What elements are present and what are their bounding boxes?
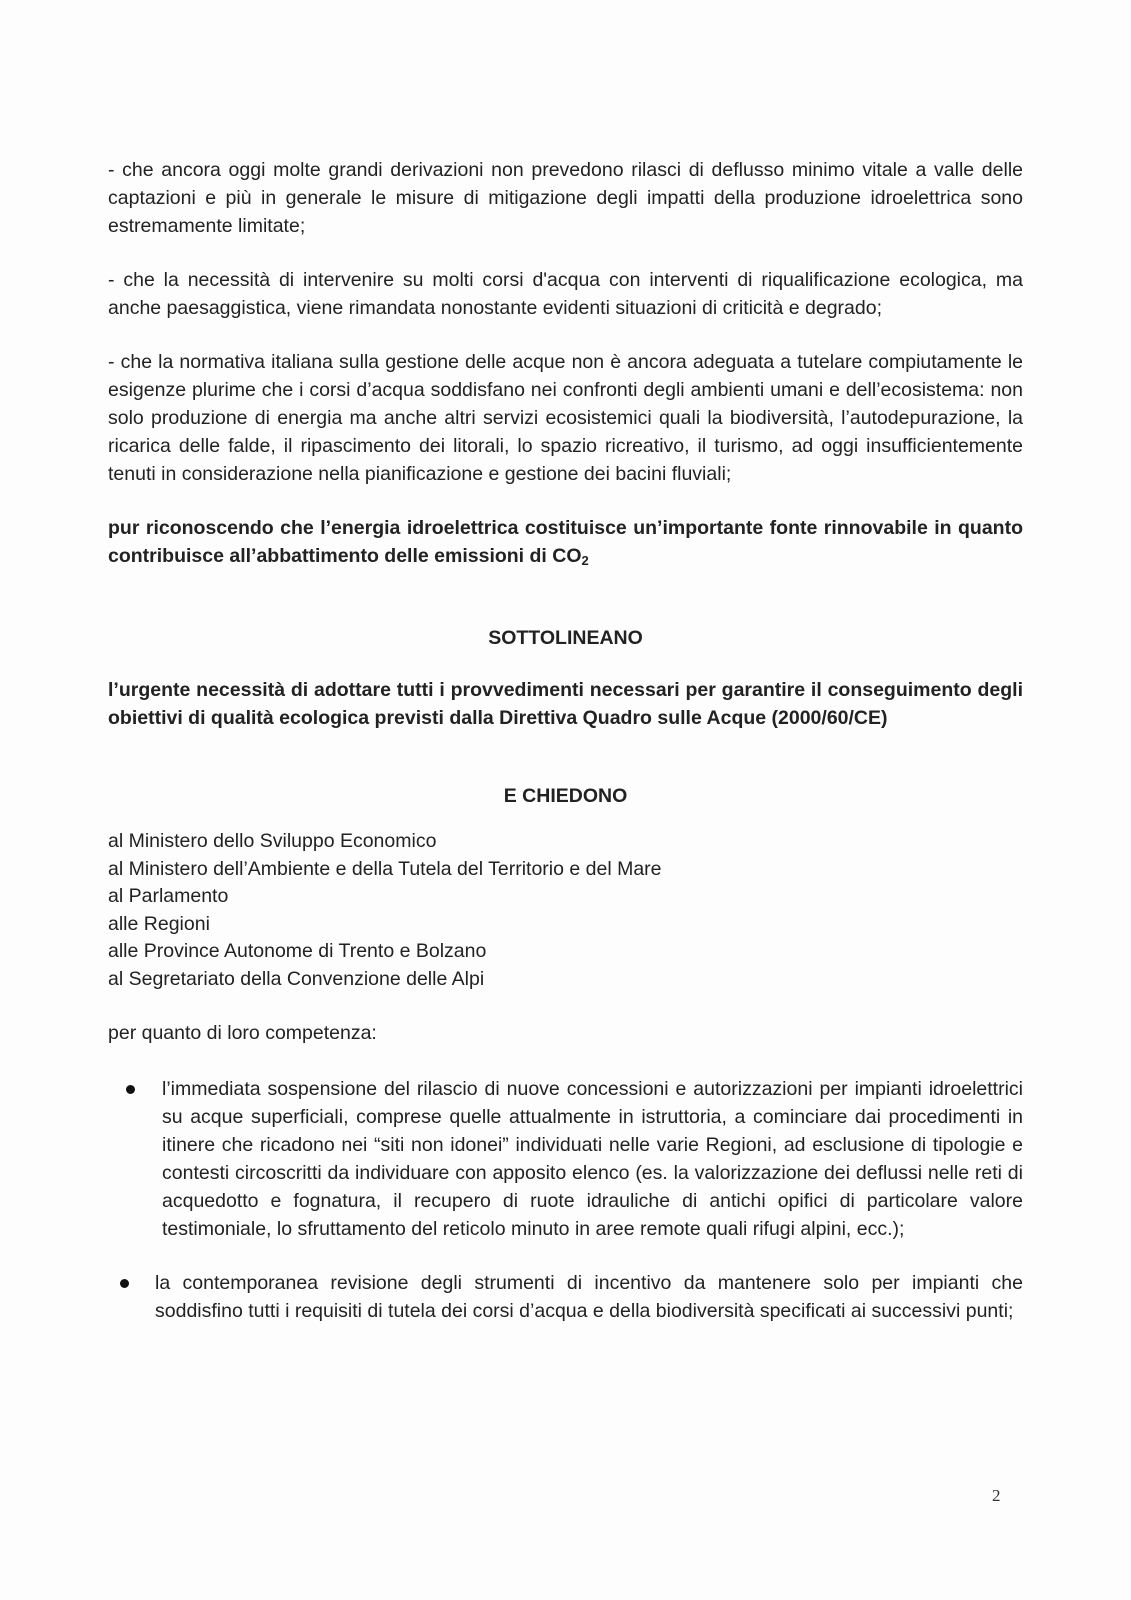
addressee-item: al Ministero dell’Ambiente e della Tutela del Territorio e del Mare (108, 857, 662, 880)
bullet-dot-icon (126, 1085, 135, 1094)
bullet-dot-icon (120, 1279, 129, 1288)
co2-subscript: 2 (581, 553, 589, 568)
paragraph-urgente-necessita: l’urgente necessità di adottare tutti i provvedimenti necessari per garantire il conseguimento degli obiettivi di qualità ecologica previsti dalla Direttiva Quadro sulle Acque (2000/60/CE) (108, 679, 1023, 729)
paragraph-competenza: per quanto di loro competenza: (108, 1022, 377, 1044)
paragraph-energia-rinnovabile (108, 514, 1023, 570)
addressee-item: al Segretariato della Convenzione delle Alpi (108, 967, 485, 990)
bullet-text: la contemporanea revisione degli strumenti di incentivo da mantenere solo per impianti che soddisfino tutti i requisiti di tutela dei corsi d’acqua e della biodiversità specificati ai successivi punti; (155, 1272, 1023, 1322)
addressee-item: al Parlamento (108, 885, 229, 907)
heading-sottolineano: SOTTOLINEANO (488, 627, 643, 649)
paragraph-energia-text: pur riconoscendo che l’energia idroelettrica costituisce un’importante fonte rinnovabile in quanto contribuisce all’abbattimento delle emissioni di CO (108, 517, 1023, 567)
paragraph-normativa: - che la normativa italiana sulla gestione delle acque non è ancora adeguata a tutelare compiutamente le esigenze plurime che i corsi d’acqua soddisfano nei confronti degli ambienti umani e dell’ecosistema: non solo produzione di energia ma anche altri servizi ecosistemici quali la biodiversità, l’autodepurazione, la ricarica delle falde, il ripascimento dei litorali, lo spazio ricreativo, il turismo, ad oggi insufficientemente tenuti in considerazione nella pianificazione e gestione dei bacini fluviali; (108, 351, 1023, 485)
addressee-list (108, 828, 1023, 993)
paragraph-riqualificazione: - che la necessità di intervenire su molti corsi d'acqua con interventi di riqualificazione ecologica, ma anche paesaggistica, viene rimandata nonostante evidenti situazioni di criticità e degrado; (108, 269, 1023, 319)
paragraph-deflusso: - che ancora oggi molte grandi derivazioni non prevedono rilasci di deflusso minimo vitale a valle delle captazioni e più in generale le misure di mitigazione degli impatti della produzione idroelettrica sono estremamente limitate; (108, 159, 1023, 237)
addressee-item: al Ministero dello Sviluppo Economico (108, 830, 437, 852)
page-number: 2 (992, 1486, 1001, 1505)
addressee-item: alle Regioni (108, 912, 210, 935)
request-bullet-list (108, 1075, 1023, 1325)
addressee-item: alle Province Autonome di Trento e Bolzano (108, 940, 487, 962)
heading-e-chiedono: E CHIEDONO (503, 785, 628, 807)
bullet-item-revisione (108, 1269, 1023, 1325)
document-body (108, 156, 1023, 1351)
bullet-text: l’immediata sospensione del rilascio di nuove concessioni e autorizzazioni per impianti idroelettrici su acque superficiali, comprese quelle attualmente in istruttoria, a cominciare dai procedimenti in itinere che ricadono nei “siti non idonei” individuati nelle varie Regioni, ad esclusione di tipologie e contesti circoscritti da individuare con apposito elenco (es. la valorizzazione dei deflussi nelle reti di acquedotto e fognatura, il recupero di ruote idrauliche di antichi opifici di particolare valore testimoniale, lo sfruttamento del reticolo minuto in aree remote quali rifugi alpini, ecc.); (162, 1078, 1023, 1240)
bullet-item-sospensione (108, 1075, 1023, 1243)
